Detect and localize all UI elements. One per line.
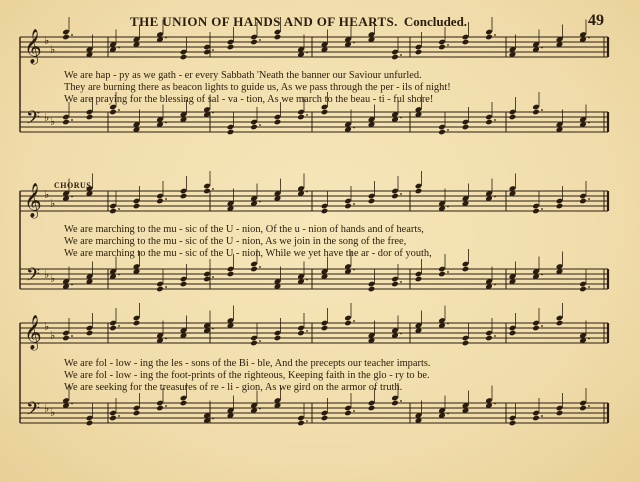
note-head [321,109,329,116]
note-dot [118,208,120,210]
note-dot [118,109,120,111]
note-dot [212,49,214,51]
note-head [156,286,164,293]
note-dot [306,191,308,193]
note-dot [494,335,496,337]
note-head [579,198,587,205]
flat-icon: ♭ [44,320,50,333]
note-head [250,124,258,131]
note-dot [71,196,73,198]
note-head [509,114,517,121]
note-head [462,266,470,273]
note-dot [259,201,261,203]
note-dot [118,274,120,276]
note-head [344,203,352,210]
note-dot [447,413,449,415]
note-head [344,320,352,327]
note-head [180,281,188,288]
treble-clef-icon: 𝄞 [24,183,42,218]
note-head [415,49,423,56]
note-head [462,124,470,131]
note-dot [400,281,402,283]
lyric-verse-1: We are fol - low - ing the les - sons of the Bi - ble, And the precepts our teacher imparts. [64,358,431,369]
note-dot [588,405,590,407]
note-head [438,44,446,51]
note-head [227,44,235,51]
note-head [391,400,399,407]
note-head [227,271,235,278]
note-dot [541,47,543,49]
note-dot [165,405,167,407]
note-dot [400,54,402,56]
treble-clef-icon: 𝄞 [24,315,42,350]
note-head [274,119,282,126]
note-dot [71,119,73,121]
note-head [391,281,399,288]
note-dot [212,328,214,330]
page-number: 49 [588,12,604,29]
song-title: THE UNION OF HANDS AND OF HEARTS. [130,14,398,29]
note-dot [165,338,167,340]
note-head [485,34,493,41]
lyric-verse-1: We are marching to the mu - sic of the U - nion, Of the u - nion of hands and of hearts, [64,224,424,235]
note-head [180,54,188,61]
note-dot [494,119,496,121]
note-dot [400,193,402,195]
note-dot [447,271,449,273]
note-head [556,320,564,327]
note-dot [118,47,120,49]
note-head [297,330,305,337]
note-head [180,193,188,200]
note-dot [353,42,355,44]
note-head [532,325,540,332]
note-head [415,188,423,195]
note-dot [259,124,261,126]
treble-clef-icon: 𝄞 [24,29,42,64]
note-head [462,340,470,347]
note-dot [447,44,449,46]
note-dot [306,279,308,281]
note-dot [118,325,120,327]
flat-icon: ♭ [44,34,50,47]
note-head [391,193,399,200]
note-dot [165,37,167,39]
note-head [368,198,376,205]
flat-icon: ♭ [50,197,56,210]
note-dot [306,114,308,116]
note-dot [588,37,590,39]
note-head [321,415,329,422]
note-head [462,39,470,46]
note-head [321,208,329,215]
note-dot [494,196,496,198]
note-dot [541,325,543,327]
note-head [62,119,70,126]
note-head [438,271,446,278]
note-dot [447,323,449,325]
concluded-label: Concluded. [403,14,468,29]
note-head [297,420,305,427]
lyric-verse-2: We are marching to the mu - sic of the U - nion, As we join in the song of the free, [64,236,407,247]
note-dot [212,418,214,420]
note-dot [165,122,167,124]
note-dot [353,269,355,271]
note-dot [259,408,261,410]
note-head [368,405,376,412]
lyric-verse-3: We are seeking for the treasures of re - li - gion, As we gird on the armor of truth. [64,382,403,393]
lyric-verse-2: They are burning there as beacon lights to guide us, As we pass through the per - ils of night! [64,82,451,93]
note-head [250,340,258,347]
note-dot [447,129,449,131]
note-dot [212,276,214,278]
note-head [109,415,117,422]
note-head [368,286,376,293]
flat-icon: ♭ [50,115,56,128]
note-head [344,410,352,417]
note-head [180,400,188,407]
note-head [86,420,94,427]
note-head [86,114,94,121]
note-dot [400,333,402,335]
flat-icon: ♭ [44,268,50,281]
note-dot [71,403,73,405]
lyrics-system-3 [64,358,430,394]
note-head [579,286,587,293]
note-dot [71,284,73,286]
note-head [109,208,117,215]
note-head [250,39,258,46]
note-dot [541,274,543,276]
flat-icon: ♭ [44,111,50,124]
note-head [109,325,117,332]
note-head [532,208,540,215]
note-dot [541,109,543,111]
note-dot [165,198,167,200]
note-head [133,203,141,210]
lyric-verse-1: We are hap - py as we gath - er every Sabbath 'Neath the banner our Saviour unfurled. [64,70,422,81]
flat-icon: ♭ [50,43,56,56]
note-dot [353,320,355,322]
note-dot [588,338,590,340]
note-dot [259,39,261,41]
note-head [556,410,564,417]
note-head [556,203,564,210]
note-dot [400,400,402,402]
note-dot [541,208,543,210]
note-head [274,34,282,41]
note-head [62,34,70,41]
note-head [227,129,235,136]
note-head [579,405,587,412]
note-dot [306,52,308,54]
note-head [485,119,493,126]
note-dot [494,403,496,405]
chorus-label: CHORUS. [54,181,94,190]
note-dot [259,340,261,342]
note-dot [353,127,355,129]
flat-icon: ♭ [50,272,56,285]
bass-clef-icon: 𝄢 [26,399,41,424]
note-head [438,129,446,136]
note-head [532,415,540,422]
bass-clef-icon: 𝄢 [26,265,41,290]
note-head [250,266,258,273]
note-dot [588,122,590,124]
note-head [321,325,329,332]
note-head [156,405,164,412]
note-head [485,335,493,342]
note-dot [588,198,590,200]
note-dot [259,266,261,268]
note-dot [71,34,73,36]
note-dot [306,420,308,422]
note-head [297,114,305,121]
lyric-verse-2: We are fol - low - ing the foot-prints of the righteous, Keeping faith in the glo - ry to be. [64,370,430,381]
note-dot [71,335,73,337]
note-head [133,320,141,327]
note-head [415,276,423,283]
note-dot [400,117,402,119]
flat-icon: ♭ [44,402,50,415]
note-head [109,109,117,116]
note-dot [494,284,496,286]
lyric-verse-3: We are praying for the blessing of sal - va - tion, As we march to the beau - ti - ful shore! [64,94,434,105]
lyric-verse-3: We are marching to the mu - sic of the U - nion, While we yet have the ar - dor of youth, [64,248,432,259]
note-head [133,410,141,417]
lyrics-system-2 [64,224,432,260]
note-dot [588,286,590,288]
note-head [509,420,517,427]
note-dot [118,415,120,417]
note-dot [306,330,308,332]
note-dot [212,188,214,190]
flat-icon: ♭ [44,188,50,201]
note-dot [165,286,167,288]
note-dot [494,34,496,36]
note-dot [353,203,355,205]
note-dot [541,415,543,417]
note-head [274,335,282,342]
note-head [532,109,540,116]
lyrics-system-1 [64,70,451,106]
note-head [156,198,164,205]
note-head [86,330,94,337]
note-dot [212,112,214,114]
note-dot [447,206,449,208]
note-head [62,335,70,342]
flat-icon: ♭ [50,406,56,419]
note-dot [353,410,355,412]
note-head [509,330,517,337]
flat-icon: ♭ [50,329,56,342]
note-head [391,54,399,61]
bass-clef-icon: 𝄢 [26,108,41,133]
